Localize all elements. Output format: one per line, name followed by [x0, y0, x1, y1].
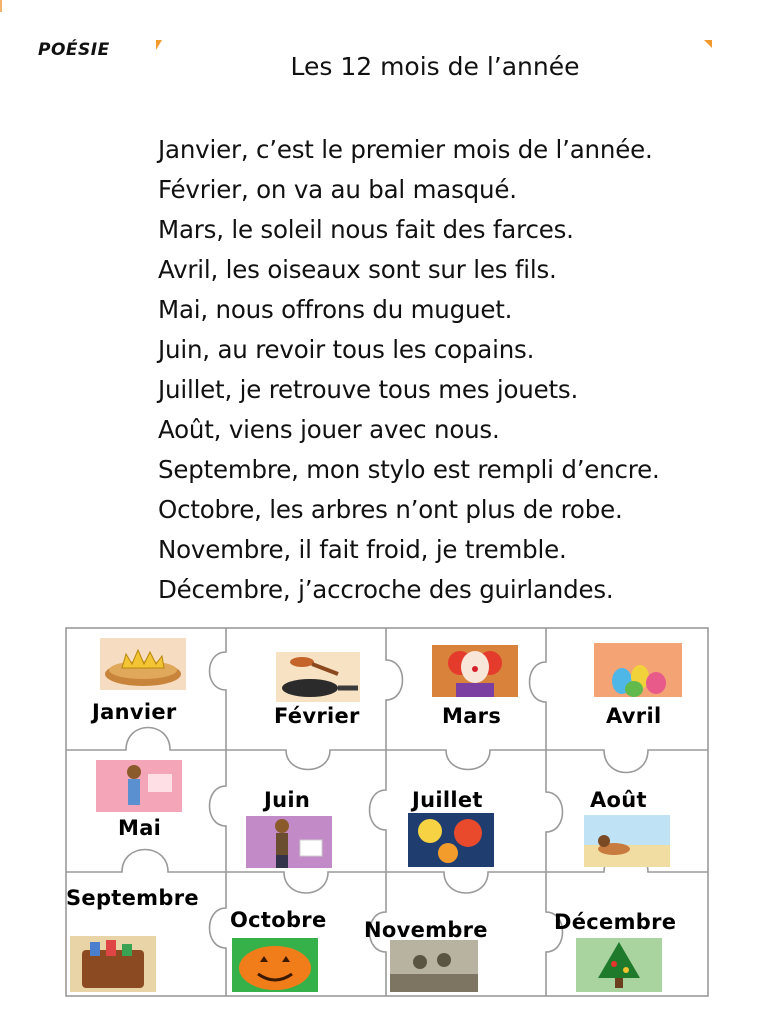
christmas-tree-picture [576, 938, 662, 992]
poem-line: Avril, les oiseaux sont sur les fils. [158, 255, 557, 284]
month-label-aout: Août [590, 788, 647, 812]
puzzle-seam [530, 628, 547, 750]
section-tag: POÉSIE [38, 40, 110, 60]
poem-line: Août, viens jouer avec nous. [158, 415, 500, 444]
poem-line: Septembre, mon stylo est rempli d’encre. [158, 455, 660, 484]
puzzle-seam [386, 628, 403, 750]
poem-line: Juin, au revoir tous les copains. [158, 335, 535, 364]
clown-picture [432, 645, 518, 697]
month-label-janvier: Janvier [92, 700, 177, 724]
soldiers-picture [390, 940, 478, 992]
month-label-novembre: Novembre [364, 918, 488, 942]
boy-picture [246, 816, 332, 868]
month-label-mars: Mars [442, 704, 502, 728]
month-label-avril: Avril [606, 704, 662, 728]
puzzle-seam [546, 872, 563, 996]
beach-picture [584, 815, 670, 867]
poem-line: Novembre, il fait froid, je tremble. [158, 535, 567, 564]
poem-line: Janvier, c’est le premier mois de l’année. [158, 135, 653, 164]
poem-line: Mai, nous offrons du muguet. [158, 295, 513, 324]
galette-picture [100, 638, 186, 690]
poem-line: Mars, le soleil nous fait des farces. [158, 215, 574, 244]
month-label-decembre: Décembre [554, 910, 677, 934]
puzzle-seam [210, 750, 227, 872]
poem-line: Octobre, les arbres n’ont plus de robe. [158, 495, 623, 524]
poem-title: Les 12 mois de l’année [290, 52, 580, 81]
puzzle-seam [210, 872, 227, 996]
easter-eggs-picture [594, 643, 682, 697]
poem-line: Décembre, j’accroche des guirlandes. [158, 575, 614, 604]
girl-picture [96, 760, 182, 812]
puzzle-seam [370, 750, 387, 872]
school-bag-picture [70, 936, 156, 992]
crepe-picture [276, 652, 360, 702]
pumpkin-picture [232, 938, 318, 992]
fireworks-picture [408, 813, 494, 867]
poem-line: Juillet, je retrouve tous mes jouets. [158, 375, 579, 404]
month-label-septembre: Septembre [66, 886, 199, 910]
month-label-juin: Juin [264, 788, 311, 812]
month-label-fevrier: Février [274, 704, 360, 728]
month-label-juillet: Juillet [412, 788, 483, 812]
puzzle-seam [546, 750, 563, 872]
puzzle-seam [210, 628, 227, 750]
month-label-octobre: Octobre [230, 908, 327, 932]
poem-line: Février, on va au bal masqué. [158, 175, 517, 204]
month-label-mai: Mai [118, 816, 162, 840]
